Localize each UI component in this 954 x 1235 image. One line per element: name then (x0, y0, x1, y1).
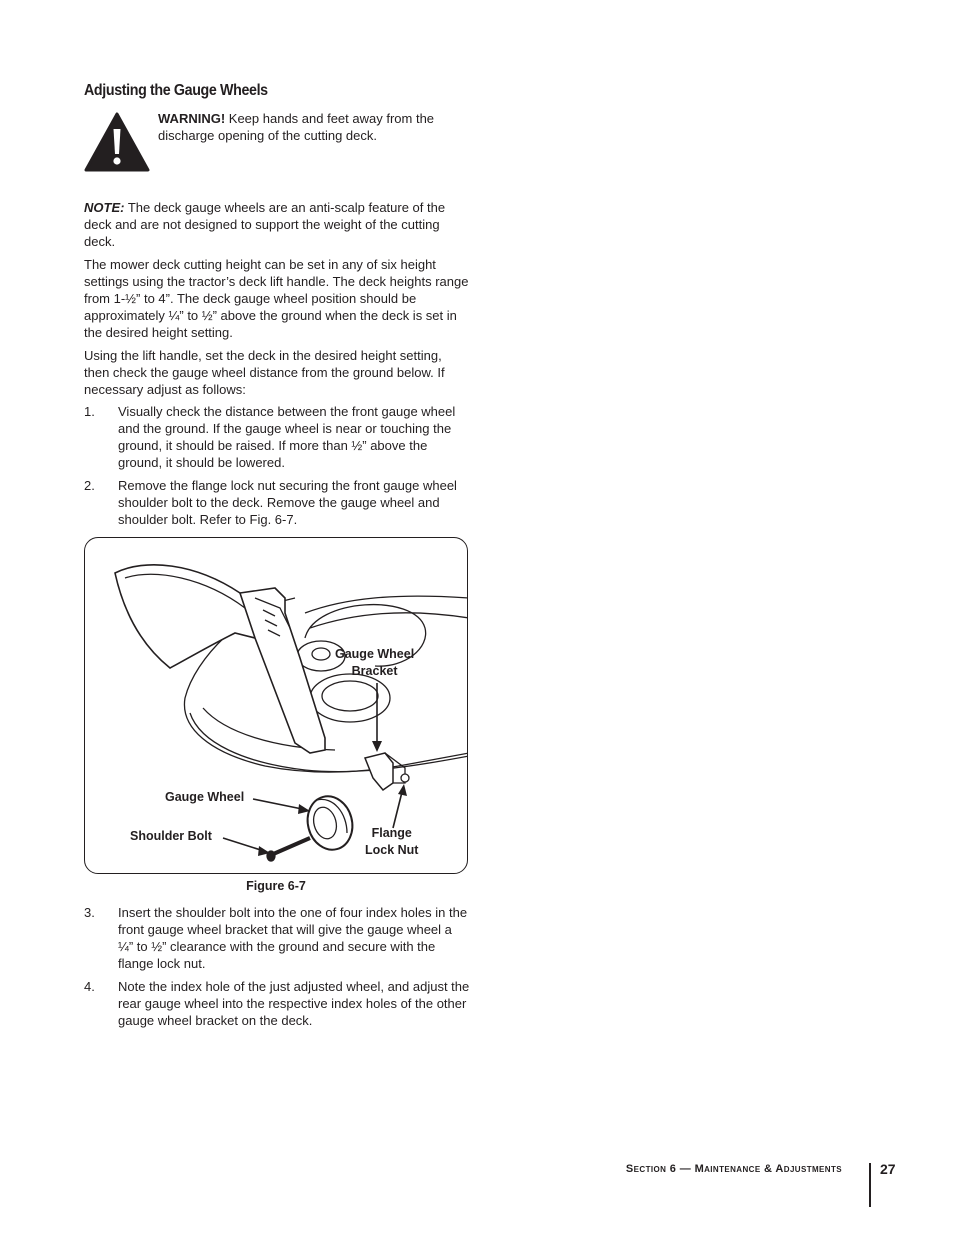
label-line: Gauge Wheel (335, 647, 415, 661)
step-text: Insert the shoulder bolt into the one of four index holes in the front gauge wheel bracket that will give the gauge wheel a ¼” to ½” clearance with the ground and secure with the flange lock nut. (118, 905, 468, 971)
step-text: Note the index hole of the just adjusted wheel, and adjust the rear gauge wheel into the respective index holes of the other gauge wheel bracket on the deck. (118, 979, 470, 1028)
label-gauge-wheel: Gauge Wheel (165, 790, 245, 804)
step-number: 3. (84, 905, 95, 920)
warning-body: Keep hands and feet away from the discharge opening of the cutting deck. (158, 111, 435, 143)
step-number: 1. (84, 404, 95, 419)
shoulder-bolt-shape (271, 838, 310, 855)
label-shoulder-bolt: Shoulder Bolt (130, 829, 212, 843)
label-line: Lock Nut (365, 843, 419, 857)
step-number: 4. (84, 979, 95, 994)
footer-divider (869, 1163, 871, 1207)
note-label: NOTE: (84, 200, 125, 215)
deck-rim-lower (190, 713, 468, 772)
pulley-lower-inner (322, 681, 378, 711)
warning-triangle-icon (84, 112, 150, 172)
step-text: Visually check the distance between the front gauge wheel and the ground. If the gauge wheel is near or touching the ground, it should be raised. If more than ½” above the ground, it should be lowered. (118, 404, 456, 470)
label-flange-lock-nut (365, 825, 418, 859)
footer-section-title: Section 6 — Maintenance & Adjustments (625, 1163, 842, 1175)
discharge-chute (115, 565, 260, 668)
page-number: 27 (880, 1161, 896, 1177)
label-line: Flange (371, 826, 412, 840)
bracket-shape (365, 753, 393, 790)
note-paragraph (84, 199, 470, 250)
deck-top-edge (305, 596, 468, 613)
note-body: The deck gauge wheels are an anti-scalp feature of the deck and are not designed to support the weight of the cutting deck. (84, 200, 446, 249)
spindle-hub (312, 648, 330, 660)
mower-deck-illustration (85, 538, 468, 874)
figure-caption: Figure 6-7 (246, 879, 306, 893)
label-gauge-wheel-bracket (335, 646, 414, 680)
section-title: Adjusting the Gauge Wheels (84, 82, 268, 99)
paragraph-lift-handle: Using the lift handle, set the deck in the desired height setting, then check the gauge wheel distance from the ground below. If necessary adjust as follows: (84, 348, 445, 397)
warning-label: WARNING! (158, 111, 226, 126)
step-text: Remove the flange lock nut securing the front gauge wheel shoulder bolt to the deck. Remove the gauge wheel and shoulder bolt. Refer to Fig. 6-7. (118, 478, 457, 527)
warning-text (158, 110, 458, 144)
bracket-bolt (401, 774, 409, 782)
figure-6-7 (84, 537, 468, 874)
deck-top-edge-2 (310, 613, 468, 628)
step-number: 2. (84, 478, 95, 493)
label-line: Bracket (351, 664, 398, 678)
paragraph-height-settings: The mower deck cutting height can be set in any of six height settings using the tractor’s deck lift handle. The deck heights range from 1-½” to 4”. The deck gauge wheel position should be approximately ¼” to ½” above the ground when the deck is set in the desired height setting. (84, 257, 469, 340)
